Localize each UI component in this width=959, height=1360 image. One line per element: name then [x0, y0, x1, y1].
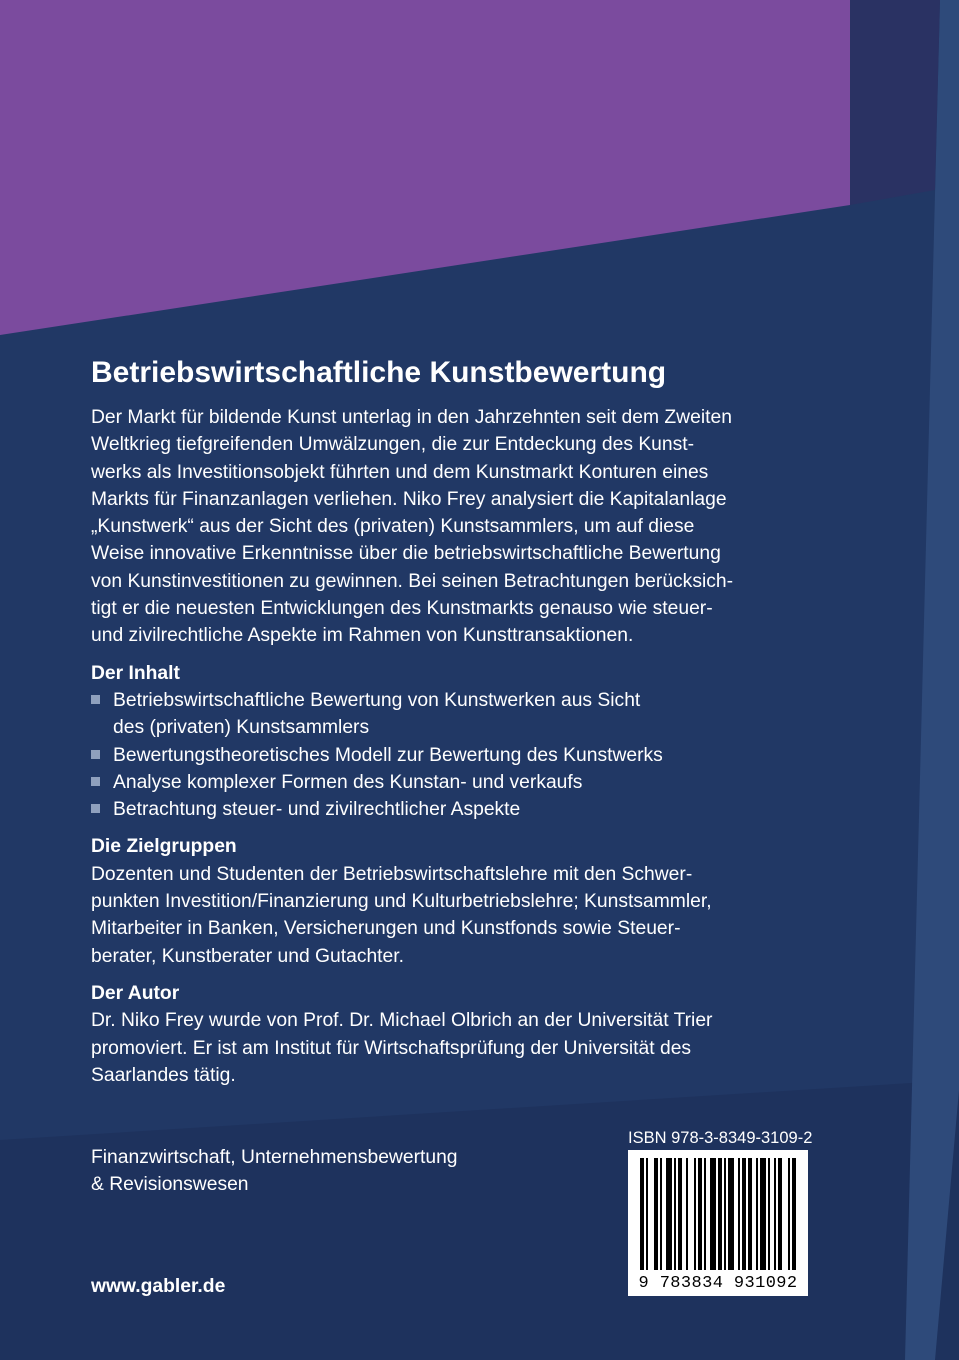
bullet-square-icon	[91, 695, 100, 704]
publisher-url[interactable]: www.gabler.de	[91, 1276, 226, 1297]
autor-section	[91, 980, 851, 1089]
zielgruppen-heading: Die Zielgruppen	[91, 836, 237, 858]
bullet-square-icon	[91, 777, 100, 786]
inhalt-section	[91, 660, 851, 824]
barcode-bar	[728, 1158, 734, 1270]
dark-top-wedge	[850, 0, 940, 205]
list-item: Betrachtung steuer- und zivilrechtlicher Aspekte	[91, 796, 851, 823]
intro-line: und zivilrechtliche Aspekte im Rahmen von Kunsttransaktionen.	[91, 625, 634, 647]
zielgruppen-section	[91, 833, 851, 969]
list-item: Bewertungstheoretisches Modell zur Bewertung des Kunstwerks	[91, 742, 851, 769]
zielgruppen-text: Dozenten und Studenten der Betriebswirtschaftslehre mit den Schwer- punkten Investition/Finanzierung und Kulturbetriebslehre; Kunstsammler, Mitarbeiter in Banken, Versicherungen und Kunstfonds sowie Steuer- berater, Kunstberater und Gutachter.	[91, 863, 712, 967]
back-cover-text	[91, 355, 851, 1089]
inhalt-heading: Der Inhalt	[91, 662, 180, 684]
list-item: Analyse komplexer Formen des Kunstan- und verkaufs	[91, 769, 851, 796]
intro-line: Weise innovative Erkenntnisse über die betriebswirtschaftliche Bewertung	[91, 543, 721, 565]
barcode-bar	[674, 1158, 676, 1270]
barcode-bar	[646, 1158, 648, 1270]
intro-line: von Kunstinvestitionen zu gewinnen. Bei seinen Betrachtungen berücksich-	[91, 570, 734, 592]
barcode-digits: 9 783834 931092	[638, 1274, 798, 1293]
barcode-bar	[760, 1158, 766, 1270]
barcode-bar	[704, 1158, 706, 1270]
barcode-bar	[756, 1158, 758, 1270]
barcode-bar	[738, 1158, 740, 1270]
intro-line: tigt er die neuesten Entwicklungen des Kunstmarkts genauso wie steuer-	[91, 598, 713, 620]
barcode-bar	[768, 1158, 770, 1270]
barcode-bar	[666, 1158, 672, 1270]
barcode-bar	[788, 1158, 790, 1270]
intro-line: „Kunstwerk“ aus der Sicht des (privaten) Kunstsammlers, um auf diese	[91, 516, 695, 538]
bullet-square-icon	[91, 750, 100, 759]
intro-line: werks als Investitionsobjekt führten und dem Kunstmarkt Konturen eines	[91, 461, 709, 483]
barcode-bar	[774, 1158, 776, 1270]
intro-paragraph	[91, 404, 851, 650]
barcode-bar	[778, 1158, 782, 1270]
isbn-label: ISBN 978-3-8349-3109-2	[628, 1129, 813, 1147]
intro-line: Der Markt für bildende Kunst unterlag in den Jahrzehnten seit dem Zweiten	[91, 407, 732, 428]
barcode-bar	[686, 1158, 688, 1270]
book-title: Betriebswirtschaftliche Kunstbewertung	[91, 356, 667, 389]
barcode-bar	[678, 1158, 682, 1270]
barcode-bar	[660, 1158, 662, 1270]
intro-line: Markts für Finanzanlagen verliehen. Niko Frey analysiert die Kapitalanlage	[91, 488, 727, 510]
autor-text: Dr. Niko Frey wurde von Prof. Dr. Michael Olbrich an der Universität Trier promoviert. Er ist am Institut für Wirtschaftsprüfung der Universität des Saarlandes tätig.	[91, 1010, 713, 1086]
barcode-bar	[640, 1158, 644, 1270]
barcode-bar	[718, 1158, 722, 1270]
barcode-bar	[724, 1158, 726, 1270]
list-item: Betriebswirtschaftliche Bewertung von Kunstwerken aus Sicht des (privaten) Kunstsammlers	[91, 687, 851, 742]
inhalt-list	[91, 687, 851, 823]
barcode-bar	[742, 1158, 746, 1270]
barcode-bar	[710, 1158, 716, 1270]
barcode-bar	[654, 1158, 658, 1270]
autor-heading: Der Autor	[91, 982, 180, 1004]
barcode-bar	[698, 1158, 702, 1270]
barcode	[628, 1150, 808, 1296]
barcode-bar	[792, 1158, 796, 1270]
barcode-bar	[748, 1158, 752, 1270]
bullet-square-icon	[91, 804, 100, 813]
intro-line: Weltkrieg tiefgreifenden Umwälzungen, die zur Entdeckung des Kunst-	[91, 434, 695, 456]
subject-category: Finanzwirtschaft, Unternehmensbewertung & Revisionswesen	[91, 1147, 458, 1196]
barcode-bar	[694, 1158, 696, 1270]
